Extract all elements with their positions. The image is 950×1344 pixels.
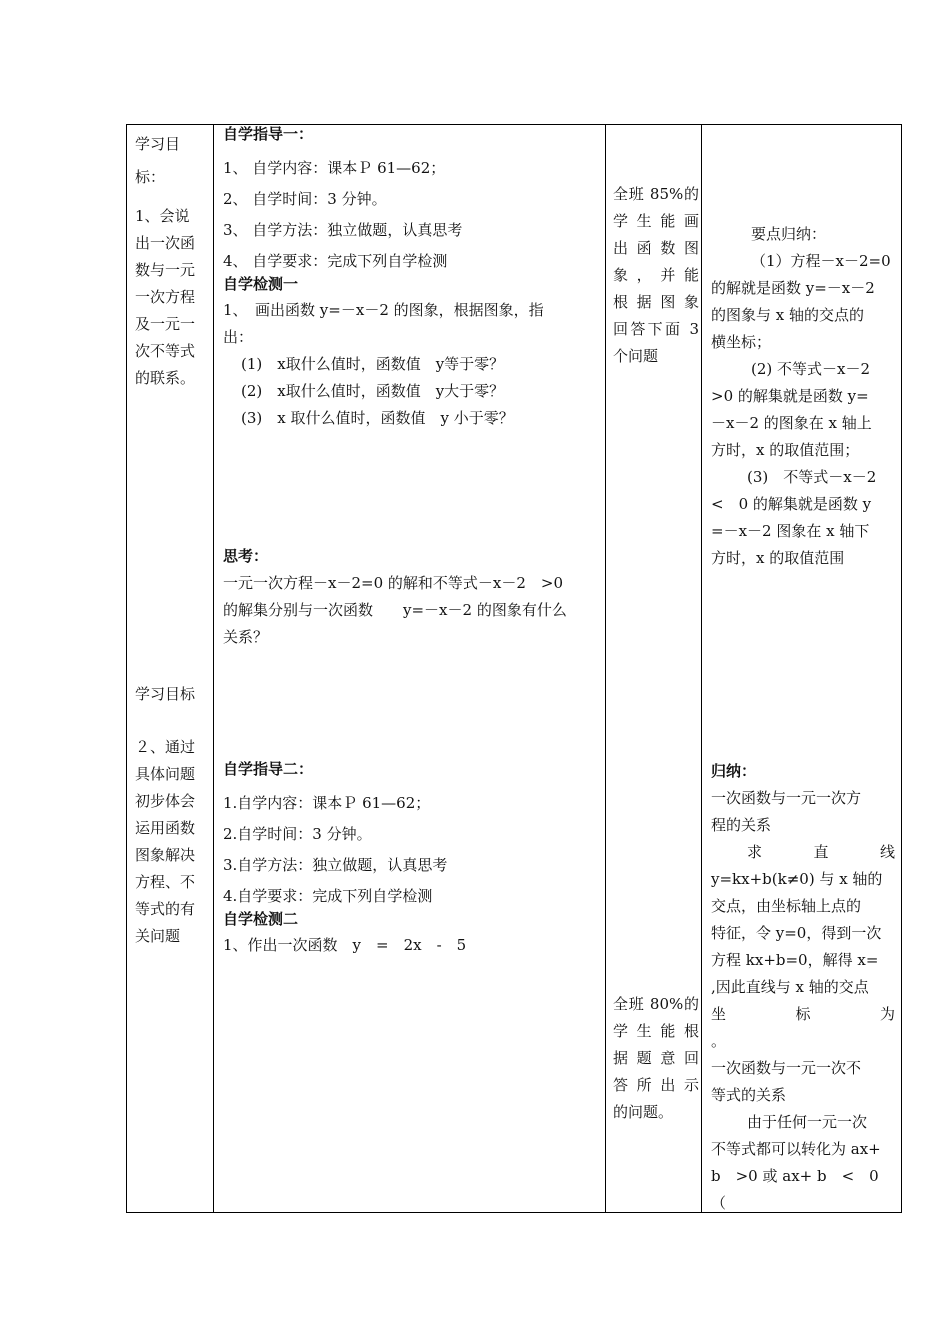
check-question: 1、 画出函数 y=－x－2 的图象，根据图象，指 [223,301,544,319]
summary-block [711,221,895,572]
objective-line: 等式的有 [135,900,196,918]
check-title: 自学检测一 [223,275,299,293]
conclusion-line: 求 直 线 [747,843,895,861]
column-divider [701,125,702,1212]
outcome-line: 学生能画 [613,212,699,230]
conclusion-line: 由于任何一元一次 [747,1113,868,1131]
check-title: 自学检测二 [223,910,299,928]
outcome-line: 出函数图 [613,239,699,257]
check-subquestion: (1) x取什么值时，函数值 y等于零？ [241,355,505,373]
lesson-table [126,124,902,1213]
summary-line: 方时，x 的取值范围； [711,441,860,459]
outcome-line: 全班 80%的 [613,995,699,1013]
objective-line: 1、会说 [135,207,190,225]
conclusion-line: 程的关系 [711,816,772,834]
think-title: 思考： [223,547,269,565]
outcome-2 [613,991,699,1126]
outcome-line: 学生能根 [613,1022,699,1040]
objective-line: 方程、不 [135,873,196,891]
objective-line: 标： [135,168,166,186]
objective-line: 初步体会 [135,792,196,810]
column-divider [213,125,214,1212]
outcome-line: 据题意回 [613,1049,699,1067]
outcome-line: 全班 85%的 [613,185,699,203]
think-block [223,543,601,651]
objective-line: 图象解决 [135,846,196,864]
objective-line: 具体问题 [135,765,196,783]
objective-title: 学习目标 [135,685,196,703]
objective-line: 关问题 [135,927,181,945]
conclusion-line: ,因此直线与 x 轴的交点 [711,978,869,996]
summary-line: (3) 不等式－x－2 [747,468,877,486]
column-divider [605,125,606,1212]
outcome-line: 象，并能 [613,266,699,284]
objective-2 [135,681,207,950]
objective-line: ２、通过 [135,738,196,756]
conclusion-title: 归纳： [711,762,757,780]
conclusion-line: 。 [711,1032,727,1050]
summary-line: 横坐标； [711,333,772,351]
objective-line: 学习目 [135,135,181,153]
outcome-line: 答所出示 [613,1076,699,1094]
summary-line: =－x－2 图象在 x 轴下 [711,522,870,540]
guide-item: 1、 自学内容：课本Ｐ 61—62； [223,159,446,177]
conclusion-line: 坐 标 为 [711,1005,895,1023]
guide-2 [223,756,601,959]
summary-line: （1）方程－x－2=0 [751,252,891,270]
objective-1 [135,131,207,392]
outcome-line: 的问题。 [613,1103,674,1121]
objective-line: 数与一元 [135,261,196,279]
objective-line: 次不等式 [135,342,196,360]
guide-title: 自学指导一： [223,125,314,143]
conclusion-line: b >0 或 ax+ b < 0 （ [711,1167,894,1212]
guide-1 [223,121,601,432]
guide-item: 4、 自学要求：完成下列自学检测 [223,252,448,270]
think-line: 关系？ [223,628,269,646]
check-subquestion: (2) x取什么值时，函数值 y大于零？ [241,382,505,400]
conclusion-line: y=kx+b(k≠0) 与 x 轴的 [711,870,883,888]
guide-item: 4.自学要求：完成下列自学检测 [223,887,433,905]
think-line: 的解集分别与一次函数 y=－x－2 的图象有什么 [223,601,567,619]
guide-item: 2.自学时间：3 分钟。 [223,825,372,843]
think-line: 一元一次方程－x－2=0 的解和不等式－x－2 >0 [223,574,563,592]
check-question: 出： [223,328,254,346]
outcome-line: 根据图象 [613,293,699,311]
check-subquestion: (3) x 取什么值时，函数值 y 小于零？ [241,409,514,427]
conclusion-line: 等式的关系 [711,1086,787,1104]
summary-line: 方时，x 的取值范围 [711,549,845,567]
guide-item: 3.自学方法：独立做题，认真思考 [223,856,448,874]
conclusion-line: 一次函数与一元一次不 [711,1059,862,1077]
objective-line: 的联系。 [135,369,196,387]
objective-line: 一次方程 [135,288,196,306]
objective-line: 出一次函 [135,234,196,252]
guide-item: 2、 自学时间：3 分钟。 [223,190,387,208]
outcome-line: 个问题 [613,347,659,365]
outcome-line: 回答下面 3 [613,320,699,338]
guide-title: 自学指导二： [223,760,314,778]
conclusion-line: 特征，令 y=0，得到一次 [711,924,882,942]
summary-line: －x－2 的图象在 x 轴上 [711,414,872,432]
conclusion-line: 不等式都可以转化为 ax+ [711,1140,881,1158]
conclusion-block [711,758,895,1217]
summary-line: 的图象与 x 轴的交点的 [711,306,864,324]
check-question: 1、作出一次函数 y = 2x - 5 [223,936,467,954]
conclusion-line: 方程 kx+b=0，解得 x= [711,951,879,969]
objective-line: 及一元一 [135,315,196,333]
summary-line: >0 的解集就是函数 y= [711,387,869,405]
summary-line: 的解就是函数 y=－x－2 [711,279,875,297]
guide-item: 3、 自学方法：独立做题，认真思考 [223,221,463,239]
conclusion-line: 一次函数与一元一次方 [711,789,862,807]
outcome-1 [613,181,699,370]
summary-title: 要点归纳： [751,225,827,243]
conclusion-line: 交点，由坐标轴上点的 [711,897,862,915]
guide-item: 1.自学内容：课本Ｐ 61—62； [223,794,431,812]
summary-line: < 0 的解集就是函数 y [711,495,872,513]
summary-line: (2) 不等式－x－2 [751,360,871,378]
objective-line: 运用函数 [135,819,196,837]
